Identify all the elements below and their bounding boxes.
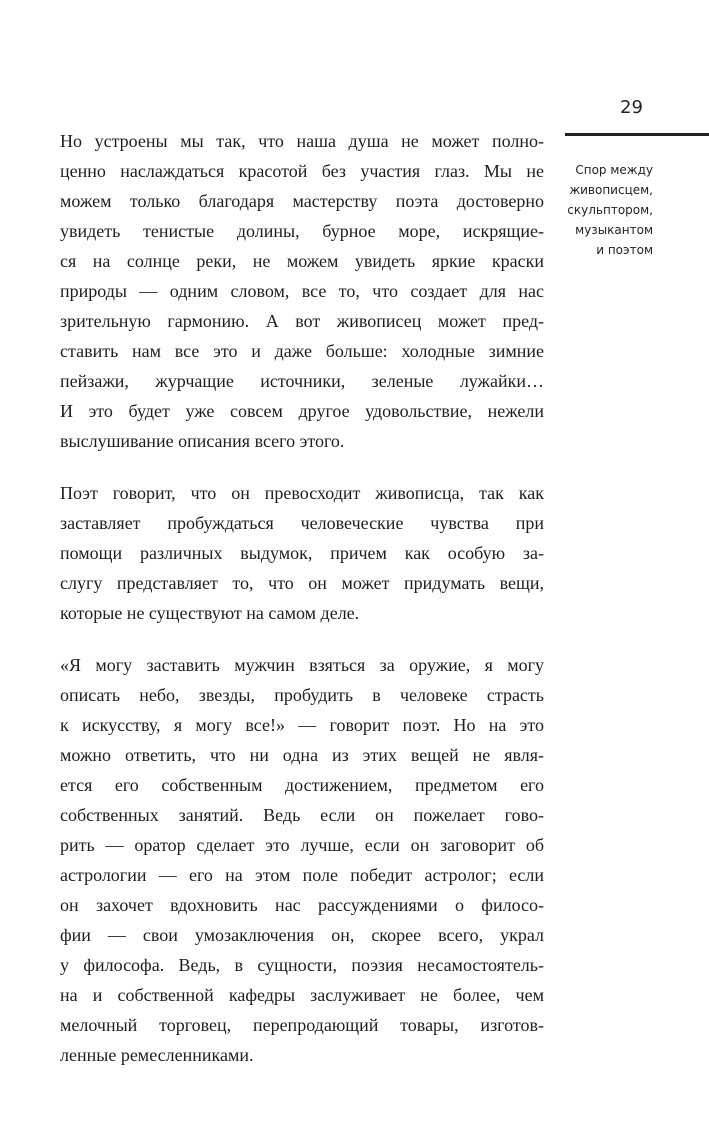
text-line: зрительную гармонию. А вот живописец может пред- (60, 311, 544, 331)
text-line: на и собственной кафедры заслуживает не более, чем (60, 985, 544, 1005)
margin-note (543, 160, 653, 260)
text-line: «Я могу заставить мужчин взяться за оружие, я могу (60, 655, 544, 675)
text-line: которые не существуют на самом деле. (60, 603, 360, 623)
text-line: ется его собственным достижением, предметом его (60, 775, 544, 795)
text-line: мелочный торговец, перепродающий товары, изготов- (60, 1015, 544, 1035)
paragraph-3 (60, 650, 544, 1070)
text-line: выслушивание описания всего этого. (60, 431, 345, 451)
margin-note-line: музыкантом (575, 223, 653, 237)
text-line: фии — свои умозаключения он, скорее всего, украл (60, 925, 544, 945)
margin-note-line: и поэтом (596, 243, 653, 257)
text-line: слугу представляет то, что он может придумать вещи, (60, 573, 544, 593)
text-line: ся на солнце реки, не можем увидеть яркие краски (60, 251, 544, 271)
text-line: описать небо, звезды, пробудить в человеке страсть (60, 685, 544, 705)
text-line: к искусству, я могу все!» — говорит поэт. Но на это (60, 715, 544, 735)
margin-note-line: скульптором, (567, 203, 653, 217)
text-line: Поэт говорит, что он превосходит живописца, так как (60, 483, 544, 503)
text-line: собственных занятий. Ведь если он пожелает гово- (60, 805, 544, 825)
text-line: ценно наслаждаться красотой без участия глаз. Мы не (60, 161, 544, 181)
text-line: Но устроены мы так, что наша душа не может полно- (60, 131, 544, 151)
text-line: увидеть тенистые долины, бурное море, искрящие- (60, 221, 544, 241)
text-line: он захочет вдохновить нас рассуждениями о филосо- (60, 895, 544, 915)
page-number: 29 (620, 97, 643, 118)
text-line: можем только благодаря мастерству поэта достоверно (60, 191, 544, 211)
text-line: астрологии — его на этом поле победит астролог; если (60, 865, 544, 885)
text-line: пейзажи, журчащие источники, зеленые лужайки… (60, 371, 544, 391)
text-line: ленные ремесленниками. (60, 1045, 254, 1065)
paragraph-2 (60, 478, 544, 628)
text-line: можно ответить, что ни одна из этих вещей не явля- (60, 745, 544, 765)
text-line: И это будет уже совсем другое удовольствие, нежели (60, 401, 544, 421)
body-text (60, 126, 544, 1092)
text-line: у философа. Ведь, в сущности, поэзия несамостоятель- (60, 955, 544, 975)
paragraph-1 (60, 126, 544, 456)
text-line: ставить нам все это и даже больше: холодные зимние (60, 341, 544, 361)
text-line: помощи различных выдумок, причем как особую за- (60, 543, 544, 563)
text-line: рить — оратор сделает это лучше, если он заговорит об (60, 835, 544, 855)
header-rule (565, 133, 709, 136)
text-line: природы — одним словом, все то, что создает для нас (60, 281, 544, 301)
margin-note-line: Спор между (575, 163, 653, 177)
text-line: заставляет пробуждаться человеческие чувства при (60, 513, 544, 533)
margin-note-line: живописцем, (569, 183, 653, 197)
